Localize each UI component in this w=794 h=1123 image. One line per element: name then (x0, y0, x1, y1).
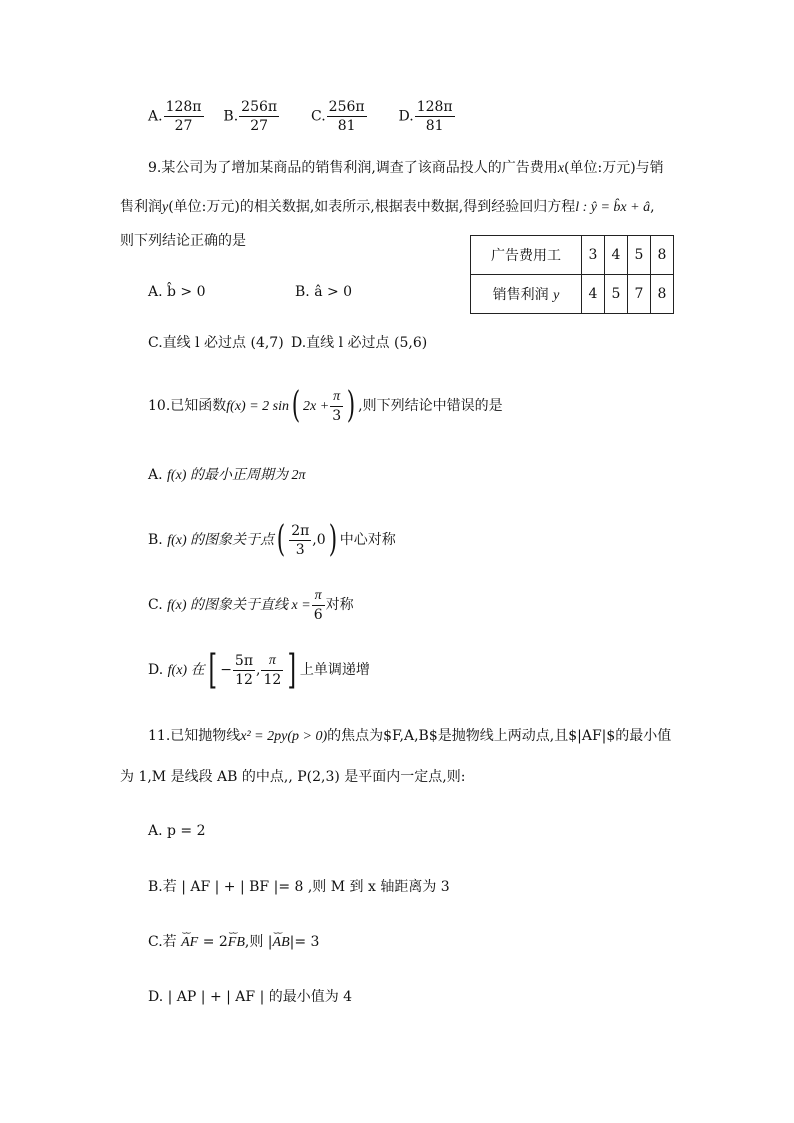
q8-option-d-fraction (415, 98, 455, 135)
q10-option-d-text-end: 上单调递增 (299, 662, 370, 678)
table-row (471, 275, 674, 314)
q10-option-b-text: f(x) 的图象关于点 (167, 533, 275, 548)
q8-option-b-label: B. (223, 108, 239, 125)
q8-option-a-fraction (164, 98, 204, 135)
q11-stem-line2: 为 1,M 是线段 AB 的中点,, P(2,3) 是平面内一定点,则: (120, 769, 466, 785)
table-cell: 5 (605, 275, 628, 314)
q10-stem (148, 386, 503, 427)
q9-line1-variable: x (557, 161, 565, 176)
q10-stem-text: 10.已知函数 (148, 398, 227, 414)
q11-option-b: B.若 | AF | + | BF |= 8 ,则 M 到 x 轴距离为 3 (148, 879, 450, 895)
q10-right-paren: ) (346, 385, 356, 426)
q10-option-d-left-bracket: [ (208, 647, 217, 693)
q9-line2-variable: y (162, 200, 169, 215)
q10-option-b-text-end: 中心对称 (339, 532, 396, 548)
table-header-profit-variable: y (553, 288, 560, 303)
q10-option-b-label: B. (148, 532, 163, 548)
table-cell: 8 (651, 236, 674, 275)
q9-option-b: B. â > 0 (295, 284, 353, 300)
q10-option-c-label: C. (148, 597, 163, 613)
q10-option-b-numerator: 2π (291, 522, 310, 539)
q8-option-c-denominator: 81 (337, 118, 356, 134)
q10-option-d-numerator-2: π (261, 652, 283, 671)
q10-stem-end: ,则下列结论中错误的是 (358, 398, 503, 414)
q9-line1-text-a: 9.某公司为了增加某商品的销售利润,调查了该商品投人的广告费用 (148, 160, 558, 176)
table-cell: 8 (651, 275, 674, 314)
table-cell: 5 (628, 236, 651, 275)
table-cell: 4 (582, 275, 605, 314)
q10-option-d: D. f(x) 在[ − $\frac{5\pi}{12}$ , $\frac{\pi}{12}$ ] 上单调递增 (148, 647, 370, 693)
q11-option-c-vector-fb: ⌣⌣ FB (228, 933, 245, 953)
q8-option-d-label: D. (398, 108, 414, 125)
q10-option-b-left-paren: ( (276, 519, 286, 560)
q10-option-c-fraction (312, 587, 325, 624)
q8-option-b-denominator: 27 (250, 118, 269, 134)
q10-pi-over-3 (330, 388, 343, 425)
q11-option-a: A. p = 2 (148, 823, 206, 839)
q9-stem-line2 (120, 197, 655, 218)
table-cell: 7 (628, 275, 651, 314)
q10-option-c (148, 585, 354, 626)
q8-options-row (148, 98, 456, 135)
q8-option-a-denominator: 27 (174, 118, 193, 134)
q9-line2-text-a: 售利润 (120, 199, 162, 215)
q10-option-b (148, 520, 396, 561)
q8-option-a-label: A. (148, 108, 163, 125)
table-header-ad-cost: 广告费用工 (471, 236, 582, 275)
table-cell: 4 (605, 236, 628, 275)
q11-option-c-text-b: ,则 | (244, 934, 273, 950)
q10-option-b-zero: ,0 (312, 532, 326, 548)
q10-option-d-denominator-2: 12 (263, 671, 282, 688)
q10-option-d-numerator-1: 5π (234, 652, 254, 669)
q10-option-c-text: f(x) 的图象关于直线 x = (167, 598, 311, 613)
q11-stem-line1 (148, 726, 671, 747)
q10-option-b-denominator: 3 (295, 541, 305, 558)
q8-option-d-numerator: 128π (416, 99, 453, 115)
q9-line1-text-b: (单位:万元)与销 (564, 160, 664, 176)
q11-option-c-text-a: C.若 (148, 934, 177, 950)
q8-option-a-numerator: 128π (165, 99, 202, 115)
table-cell: 3 (582, 236, 605, 275)
q10-inner-expression: 2x + (303, 399, 330, 414)
q11-option-c (148, 932, 319, 953)
q10-pi-denominator: 3 (332, 407, 342, 424)
q11-line1-text-a: 11.已知抛物线 (148, 728, 241, 744)
q8-option-d-denominator: 81 (425, 118, 444, 134)
q9-line2-end: , (650, 199, 655, 215)
q10-option-c-denominator: 6 (313, 606, 323, 623)
q9-line2-text-b: (单位:万元)的相关数据,如表所示,根据表中数据,得到经验回归方程 (168, 199, 576, 215)
q11-line1-text-b: 的焦点为$F,A,B$是抛物线上两动点,且$|AF|$的最小值 (327, 728, 672, 744)
q9-option-d: D.直线 l 必过点 (5,6) (291, 335, 428, 351)
q9-regression-equation: l : ŷ = b̂x + â (575, 200, 651, 215)
q11-option-d: D. | AP | + | AF | 的最小值为 4 (148, 989, 353, 1005)
q11-parabola-equation: x² = 2py(p > 0) (240, 729, 328, 744)
q10-option-a-text: f(x) 的最小正周期为 2π (167, 468, 306, 483)
q10-pi-numerator: π (330, 388, 343, 407)
table-header-profit-label: 销售利润 (492, 287, 549, 303)
q10-option-c-numerator: π (312, 587, 325, 606)
q8-option-c-label: C. (311, 108, 326, 125)
q10-option-d-text: f(x) 在 (167, 663, 205, 678)
q10-option-b-fraction (289, 522, 311, 559)
q11-option-c-text-c: |= 3 (289, 934, 320, 950)
q11-option-c-vector-af: ⌣⌣ AF (181, 933, 198, 953)
q10-option-a (148, 465, 305, 486)
q11-option-c-text-mid: = 2 (202, 934, 228, 950)
q9-option-c: C.直线 l 必过点 (4,7) (148, 335, 284, 351)
q10-option-d-right-bracket: ] (287, 647, 297, 693)
q9-stem-line3: 则下列结论正确的是 (120, 233, 246, 249)
q8-option-b-fraction (239, 98, 279, 135)
q10-option-d-label: D. (148, 662, 164, 678)
q10-option-a-label: A. (148, 467, 163, 483)
q10-option-d-minus: − (220, 662, 232, 678)
q10-option-b-right-paren: ) (328, 519, 337, 560)
q10-function: f(x) = 2 sin (226, 399, 289, 414)
q8-option-c-numerator: 256π (328, 99, 365, 115)
table-header-profit (471, 275, 582, 314)
q10-left-paren: ( (291, 385, 301, 426)
q8-option-c-fraction (327, 98, 367, 135)
q10-option-d-denominator-1: 12 (235, 671, 253, 688)
q9-stem-line1 (148, 158, 664, 179)
q10-option-d-fraction-2 (261, 652, 283, 689)
q9-option-a: A. b̂ > 0 (148, 284, 206, 300)
table-row (471, 236, 674, 275)
q11-option-c-vector-ab: ⌣⌣ AB (273, 933, 290, 953)
q10-option-c-text-end: 对称 (325, 597, 354, 613)
q8-option-b-numerator: 256π (241, 99, 278, 115)
q10-option-d-fraction-1 (233, 652, 255, 689)
q9-data-table (470, 235, 674, 314)
